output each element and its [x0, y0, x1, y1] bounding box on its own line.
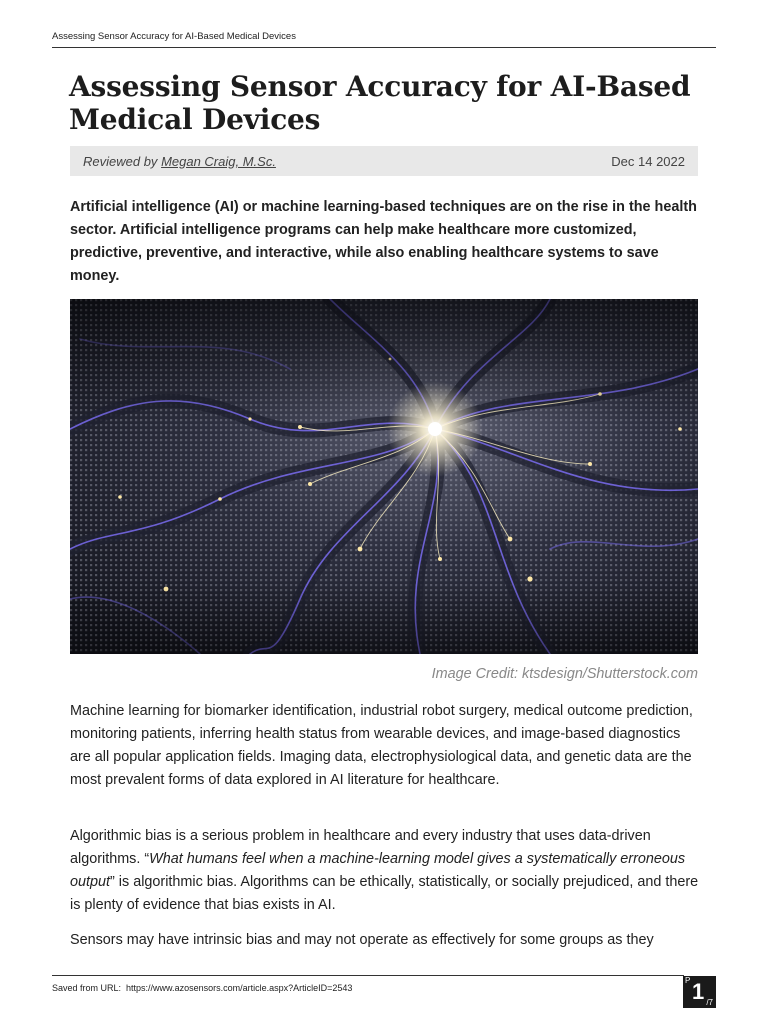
page-number: 1	[692, 979, 705, 1004]
body-paragraph-2	[70, 825, 702, 917]
reviewer-link[interactable]: Megan Craig, M.Sc.	[161, 153, 276, 169]
reviewed-by-label: Reviewed by	[83, 153, 158, 169]
header-divider	[52, 47, 716, 48]
article-intro: Artificial intelligence (AI) or machine learning-based techniques are on the rise in the health sector. Artificial intelligence programs can help make healthcare more customized, predictive, preventive, and interactive, while also enabling healthcare systems to save money.	[70, 199, 697, 284]
running-header-title: Assessing Sensor Accuracy for AI-Based Medical Devices	[52, 31, 296, 42]
image-credit: Image Credit: ktsdesign/Shutterstock.com	[431, 666, 698, 682]
paragraph-2-quote: What humans feel when a machine-learning model gives a systematically erroneous output	[70, 851, 686, 890]
source-url[interactable]: https://www.azosensors.com/article.aspx?ArticleID=2543	[126, 983, 353, 993]
publish-date: Dec 14 2022	[611, 153, 685, 169]
article-title: Assessing Sensor Accuracy for AI-Based Medical Devices	[69, 70, 691, 136]
footer-source	[52, 983, 352, 993]
review-bar	[70, 146, 698, 176]
saved-from-label: Saved from URL:	[52, 983, 122, 993]
body-paragraph-1: Machine learning for biomarker identification, industrial robot surgery, medical outcome prediction, monitoring patients, inferring health status from wearable devices, and image-based diagnostics are all popular application fields. Imaging data, electrophysiological data, and genetic data are the most prevalent forms of data explored in AI literature for healthcare.	[70, 703, 693, 788]
hero-image	[70, 299, 698, 654]
paragraph-2-lead: Algorithmic bias is a serious problem in healthcare and every industry that uses data-driven algorithms. “	[70, 828, 651, 867]
paragraph-2-tail: ” is algorithmic bias. Algorithms can be ethically, statistically, or socially prejudiced, and there is plenty of evidence that bias exists in AI.	[70, 874, 699, 913]
body-paragraph-3: Sensors may have intrinsic bias and may not operate as effectively for some groups as they	[70, 932, 654, 948]
reviewed-by	[83, 154, 276, 169]
footer-divider	[52, 975, 684, 976]
page-total: /7	[706, 998, 713, 1007]
page-number-badge	[683, 976, 716, 1008]
page-label: P	[685, 976, 691, 985]
neural-network-illustration	[70, 299, 698, 654]
